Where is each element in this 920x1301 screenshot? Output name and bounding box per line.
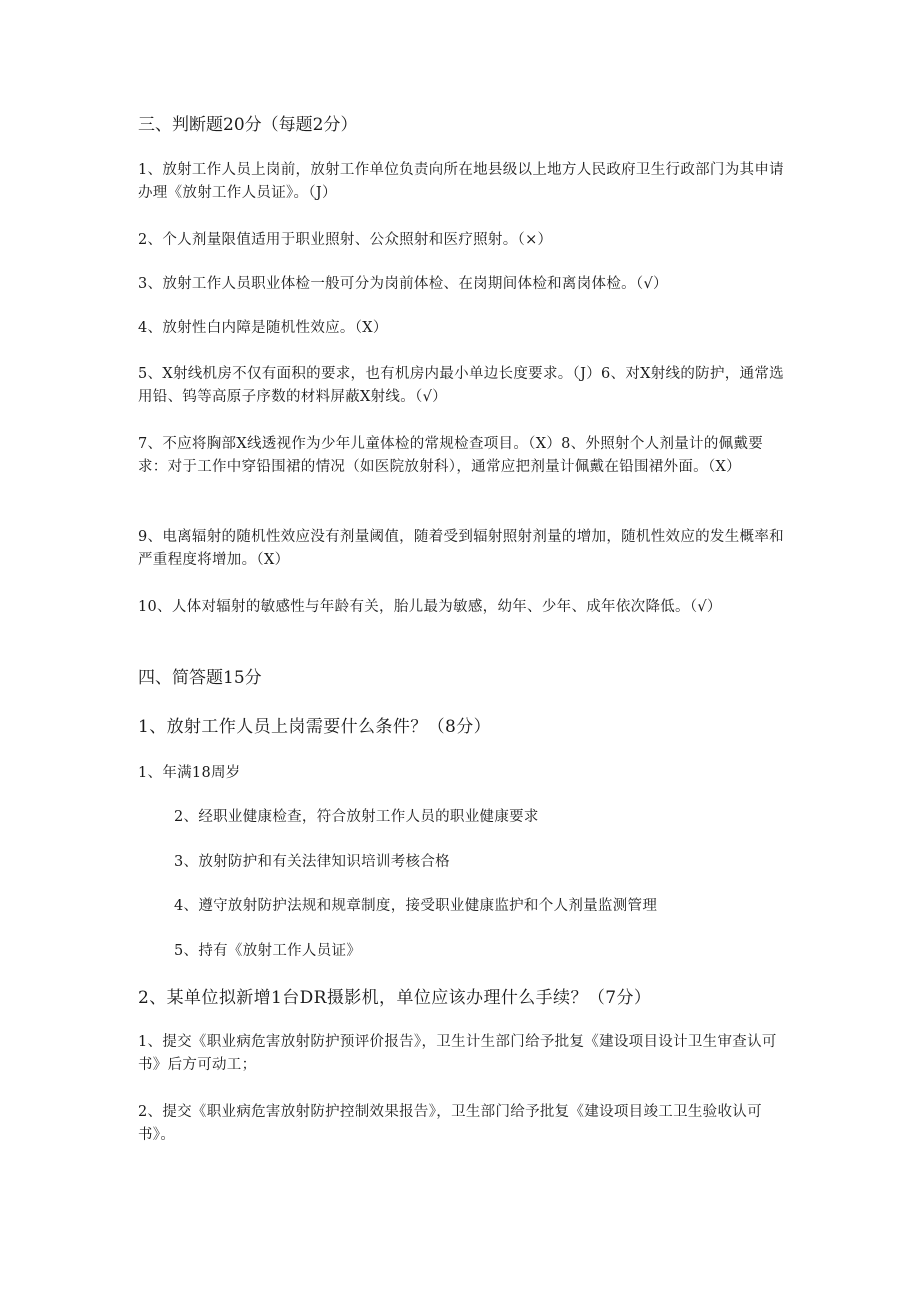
judgment-item-3: 3、放射工作人员职业体检一般可分为岗前体检、在岗期间体检和离岗体检。（√） xyxy=(138,276,668,292)
judgment-item-2: 2、个人剂量限值适用于职业照射、公众照射和医疗照射。（×） xyxy=(138,232,553,248)
judgment-item-9: 9、电离辐射的随机性效应没有剂量阈值，随着受到辐射照射剂量的增加，随机性效应的发生概率和严重程度将增加。（X） xyxy=(138,529,784,568)
answer-1-item-5: 5、持有《放射工作人员证》 xyxy=(174,943,362,959)
short-answer-question-2: 2、某单位拟新增1台DR摄影机，单位应该办理什么手续？（7分） xyxy=(138,988,652,1008)
judgment-item-5-6: 5、X射线机房不仅有面积的要求，也有机房内最小单边长度要求。（J）6、对X射线的防护，通常选用铅、钨等高原子序数的材料屏蔽X射线。（√） xyxy=(138,366,784,405)
section-3-title: 三、判断题20分（每题2分） xyxy=(138,115,358,135)
section-4-title: 四、简答题15分 xyxy=(138,668,262,688)
answer-2-item-1: 1、提交《职业病危害放射防护预评价报告》，卫生计生部门给予批复《建设项目设计卫生审查认可书》后方可动工； xyxy=(138,1034,777,1073)
judgment-item-4: 4、放射性白内障是随机性效应。（X） xyxy=(138,320,388,336)
short-answer-question-1: 1、放射工作人员上岗需要什么条件？（8分） xyxy=(138,717,492,737)
answer-1-item-3: 3、放射防护和有关法律知识培训考核合格 xyxy=(174,854,450,870)
answer-1-item-2: 2、经职业健康检查，符合放射工作人员的职业健康要求 xyxy=(174,809,539,825)
answer-1-item-1: 1、年满18周岁 xyxy=(138,765,241,781)
answer-2-item-2: 2、提交《职业病危害放射防护控制效果报告》，卫生部门给予批复《建设项目竣工卫生验收认可书》。 xyxy=(138,1104,762,1143)
judgment-item-1: 1、放射工作人员上岗前，放射工作单位负责向所在地县级以上地方人民政府卫生行政部门为其申请办理《放射工作人员证》。（J） xyxy=(138,162,784,201)
judgment-item-7-8: 7、不应将胸部X线透视作为少年儿童体检的常规检查项目。（X）8、外照射个人剂量计的佩戴要求：对于工作中穿铅围裙的情况（如医院放射科），通常应把剂量计佩戴在铅围裙外面。（X） xyxy=(138,436,764,475)
judgment-item-10: 10、人体对辐射的敏感性与年龄有关，胎儿最为敏感，幼年、少年、成年依次降低。（√） xyxy=(138,599,722,615)
answer-1-item-4: 4、遵守放射防护法规和规章制度，接受职业健康监护和个人剂量监测管理 xyxy=(174,898,658,914)
